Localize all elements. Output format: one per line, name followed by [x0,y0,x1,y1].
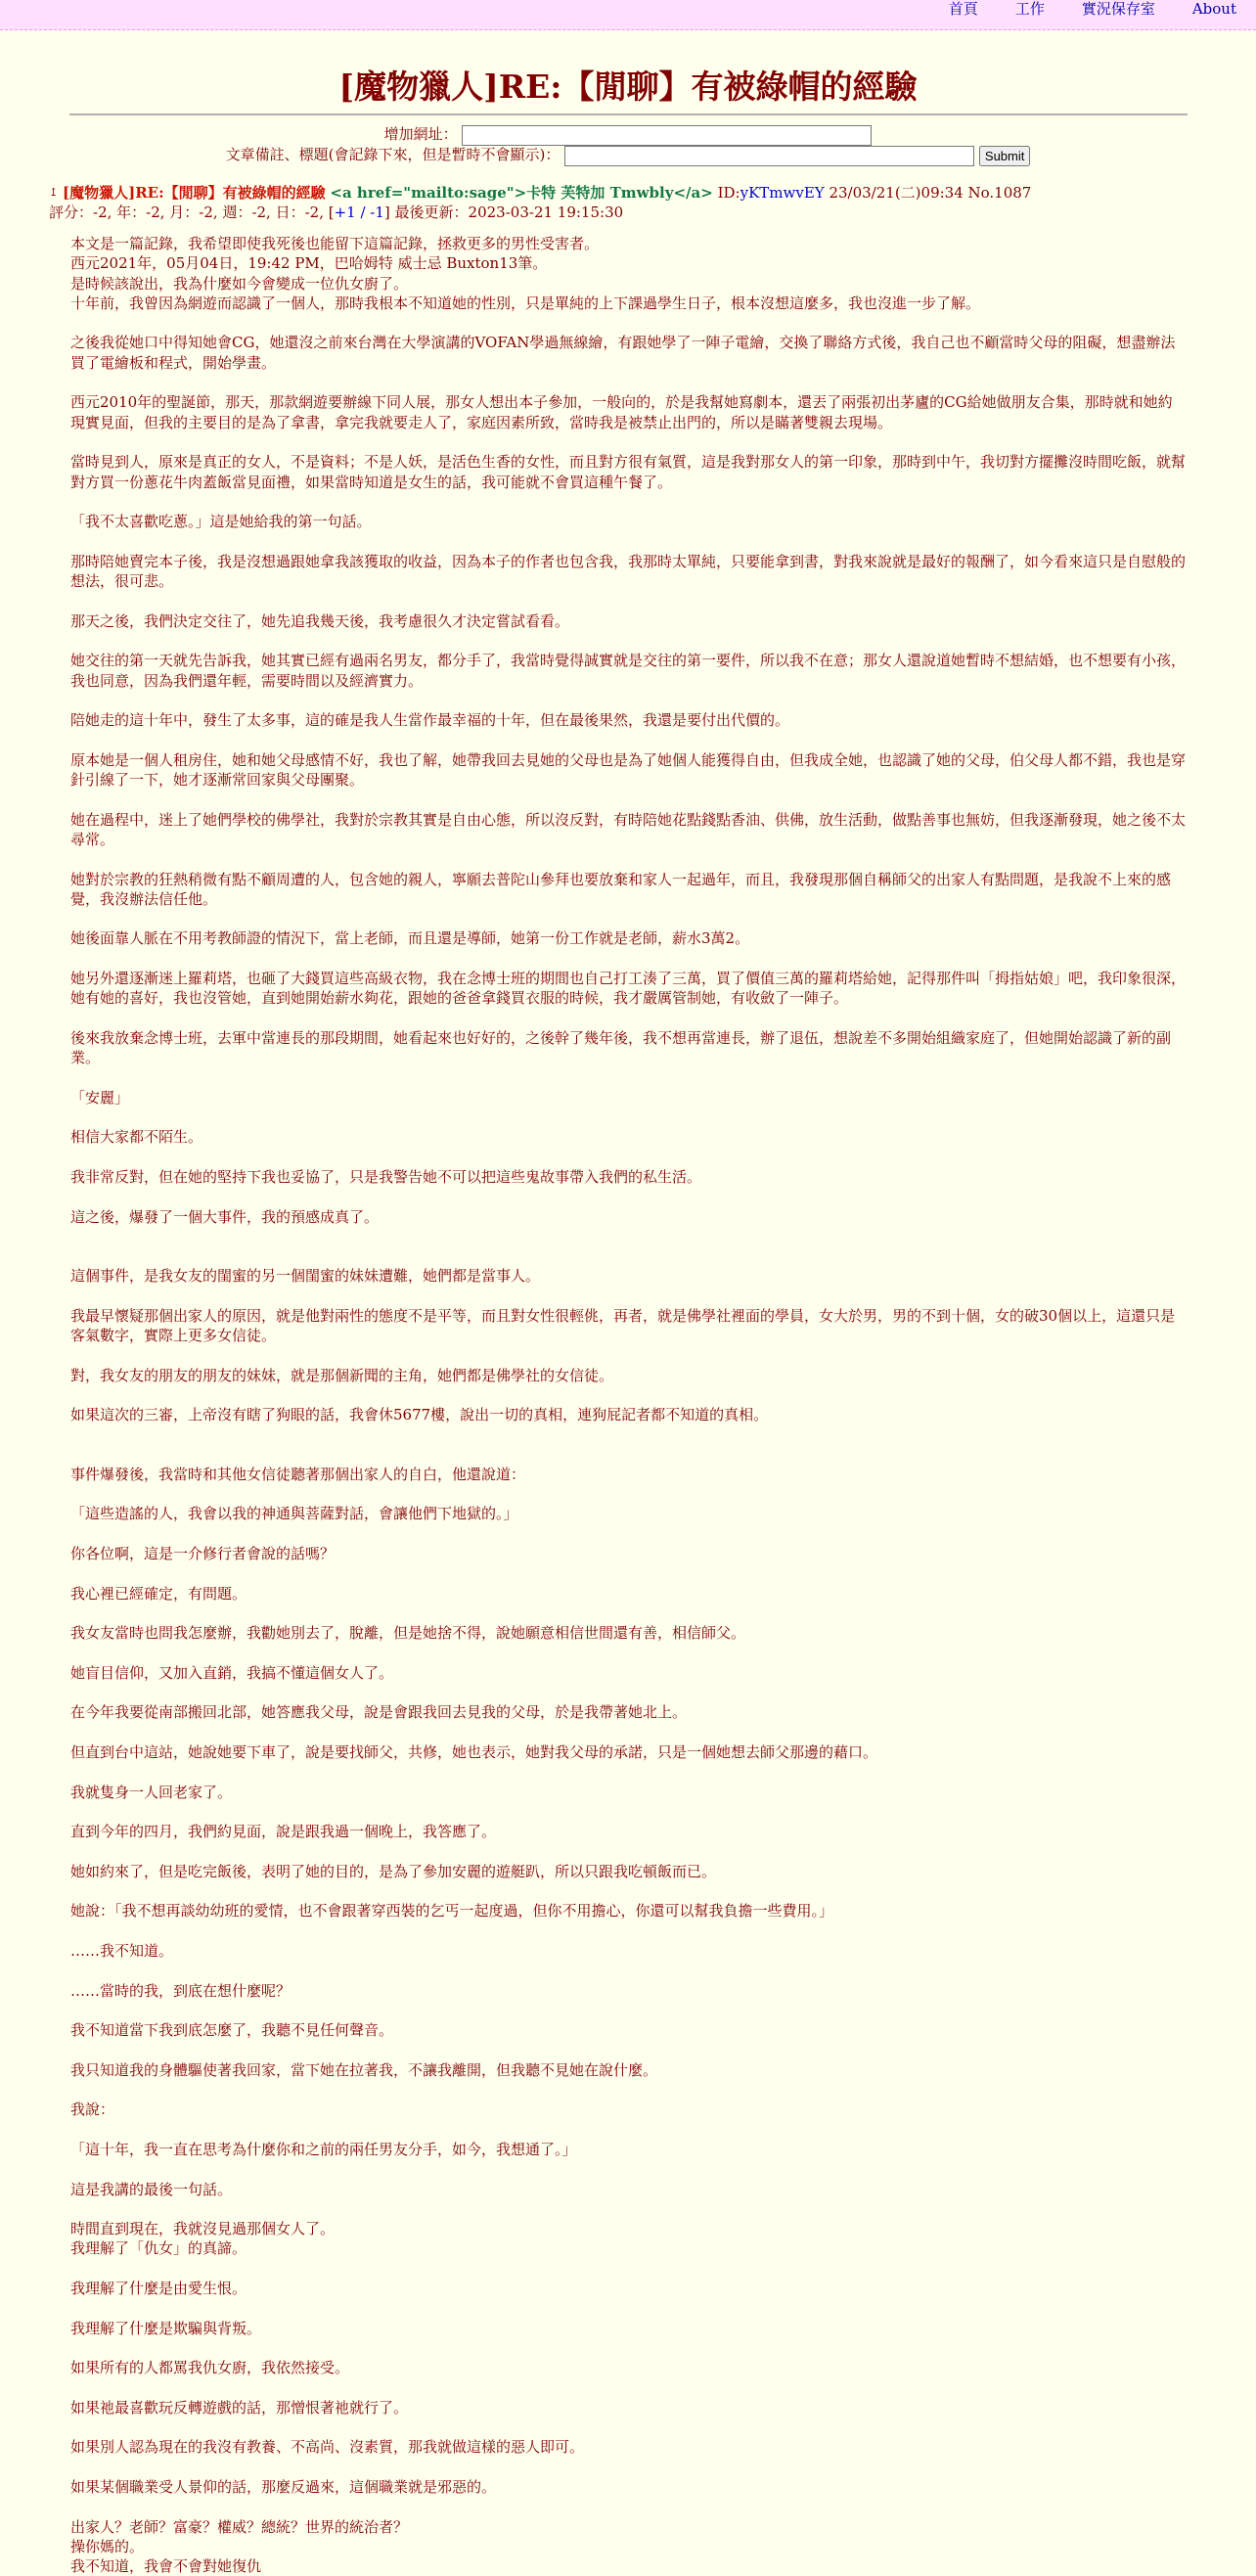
nav-about-link[interactable]: About [1191,0,1236,18]
post-paragraph: 如果別人認為現在的我沒有教養、不高尚、沒素質，那我就做這樣的惡人即可。 [70,2438,585,2457]
post-author[interactable]: <a href="mailto:sage">卡特 芙特加 Tmwbly</a> [330,184,713,202]
post-paragraph: 我女友當時也問我怎麼辦，我勸她別去了，脫離，但是她捨不得，說她願意相信世間還有善，相信師父。 [70,1624,746,1643]
post-id[interactable]: yKTmwvEY [740,184,825,202]
url-label: 增加網址： [383,125,458,143]
post-paragraph: 我就隻身一人回老家了。 [70,1783,233,1801]
post-paragraph: 在今年我要從南部搬回北部，她答應我父母，說是會跟我回去見我的父母，於是我帶著她北上。 [70,1703,688,1722]
score-prefix: 評分：-2, 年：-2, 月：-2, 週：-2, 日：-2, [ [49,203,335,221]
post-paragraph: 西元2010年的聖誕節，那天，那款網遊要辦線下同人展，那女人想出本子參加，一般向的，於是我幫她寫劇本，還丟了兩張初出茅廬的CG給她做朋友合集，那時就和她約現實見面，但我的主要目的是為了拿書，拿完我就要走人了，家庭因素所致，當時我是被禁止出門的，所以是瞞著雙親去現場。 [70,393,1173,431]
post-paragraph [70,1246,1186,1266]
post-datetime: 23/03/21(二)09:34 No.1087 [829,184,1032,202]
post-paragraph: 這之後，爆發了一個大事件，我的預感成真了。 [70,1207,380,1226]
post-paragraph: 對，我女友的朋友的朋友的妹妹，就是那個新聞的主角，她們都是佛學社的女信徒。 [70,1366,614,1384]
post-paragraph: 如果某個職業受人景仰的話，那麼反過來，這個職業就是邪惡的。 [70,2477,497,2496]
post-header [49,183,1256,203]
post-paragraph: 她盲目信仰，又加入直銷，我搞不懂這個女人了。 [70,1663,394,1682]
page-title: [魔物獵人]RE:【閒聊】有被綠帽的經驗 [338,68,918,106]
top-nav [0,0,1256,30]
submit-button[interactable]: Submit [979,146,1030,166]
post-paragraph: 直到今年的四月，我們約見面，說是跟我過一個晚上，我答應了。 [70,1823,497,1841]
post-paragraph: 我理解了什麼是欺騙與背叛。 [70,2319,262,2337]
post-paragraph: 相信大家都不陌生。 [70,1128,203,1147]
nav-archive-link[interactable]: 實況保存室 [1081,0,1155,18]
post-paragraph: 她如約來了，但是吃完飯後，表明了她的目的，是為了參加安麗的遊艇趴，所以只跟我吃頓飯而已。 [70,1862,717,1880]
post-paragraph: 我只知道我的身體驅使著我回家，當下她在拉著我，不讓我離開，但我聽不見她在說什麼。 [70,2060,658,2079]
post-paragraph: 你各位啊，這是一介修行者會說的話嗎？ [70,1545,336,1562]
post-paragraph: 時間直到現在，我就沒見過那個女人了。 我理解了「仇女」的真諦。 [70,2220,336,2258]
post-paragraph: 之後我從她口中得知她會CG，她還沒之前來台灣在大學演講的VOFAN學過無線繪，有跟她學了一陣子電繪，交換了聯絡方式後，我自己也不顧當時父母的阻礙，想盡辦法買了電繪板和程式，開始學畫。 [70,334,1176,372]
post-paragraph: 出家人？老師？富豪？權威？總統？世界的統治者？ 操你媽的。 我不知道，我會不會對她復仇 [70,2517,409,2576]
score-suffix: ] 最後更新：2023-03-21 19:15:30 [383,203,624,221]
vote-links[interactable]: +1 / -1 [334,203,384,221]
post-id-prefix: ID: [717,184,740,202]
post-paragraph: 我理解了什麼是由愛生恨。 [70,2279,247,2297]
post-paragraph: 我說： [70,2101,115,2119]
post-paragraph: 「安麗」 [70,1088,130,1107]
bookmark-form [0,124,1256,165]
post-paragraph: 原本她是一個人租房住，她和她父母感情不好，我也了解，她帶我回去見她的父母也是為了她個人能獲得自由，但我成全她，也認識了她的父母，伯父母人都不錯，我也是穿針引線了一下，她才逐漸常回家與父母團聚。 [70,750,1187,790]
post-paragraph: ……我不知道。 [70,1941,174,1960]
post-paragraph: 我不知道當下我到底怎麼了，我聽不見任何聲音。 [70,2021,394,2040]
divider [69,113,1188,115]
post-paragraph: 她在過程中，迷上了她們學校的佛學社，我對於宗教其實是自由心態，所以沒反對，有時陪她花點錢點香油、供佛，放生活動，做點善事也無妨，但我逐漸發現，她之後不太尋常。 [70,810,1187,848]
post-paragraph: 她說：「我不想再談幼幼班的愛情，也不會跟著穿西裝的乞丐一起度過，但你不用擔心，你還可以幫我負擔一些費用。」 [70,1902,834,1921]
post-paragraph: 後來我放棄念博士班，去軍中當連長的那段期間，她看起來也好好的，之後幹了幾年後，我不想再當連長，辦了退伍，想說差不多開始組織家庭了，但她開始認識了新的副業。 [70,1028,1172,1067]
post-paragraph: 如果這次的三審，上帝沒有瞎了狗眼的話，我會休5677樓，說出一切的真相，連狗屁記者都不知道的真相。 [70,1406,769,1424]
post-paragraph: 這個事件，是我女友的閨蜜的另一個閨蜜的妹妹遭難，她們都是當事人。 [70,1267,541,1286]
post-paragraph: 但直到台中這站，她說她要下車了，說是要找師父，共修，她也表示，她對我父母的承諾，只是一個她想去師父那邊的藉口。 [70,1742,878,1761]
post-paragraph: 她後面靠人脈在不用考教師證的情況下，當上老師，而且還是導師，她第一份工作就是老師，薪水3萬2。 [70,929,750,948]
post-paragraph: ……當時的我，到底在想什麼呢？ [70,1981,292,2000]
url-input[interactable] [462,125,872,146]
post-paragraph: 我非常反對，但在她的堅持下我也妥協了，只是我警告她不可以把這些鬼故事帶入我們的私生活。 [70,1167,702,1186]
post-paragraph: 事件爆發後，我當時和其他女信徒聽著那個出家人的自白，他還說道： [70,1465,526,1483]
post-paragraph: 她另外還逐漸迷上羅莉塔，也砸了大錢買這些高級衣物，我在念博士班的期間也自己打工湊了三萬，買了價值三萬的羅莉塔給她，記得那件叫「拇指姑娘」吧，我印象很深，她有她的喜好，我也沒管她，直到她開始薪水夠花，跟她的爸爸拿錢買衣服的時候，我才嚴厲管制她，有收斂了一陣子。 [70,969,1187,1008]
post-paragraph: 那天之後，我們決定交往了，她先追我幾天後，我考慮很久才決定嘗試看看。 [70,611,570,630]
post-paragraph: 她交往的第一天就先告訴我，她其實已經有過兩名男友，都分手了，我當時覺得誠實就是交往的第一要件，所以我不在意；那女人還說道她暫時不想結婚，也不想要有小孩，我也同意，因為我們還年輕，需要時間以及經濟實力。 [70,652,1187,690]
post-paragraph: 如果所有的人都罵我仇女廚，我依然接受。 [70,2359,350,2377]
post-body [70,234,1186,2576]
post-paragraph: 「這些造謠的人，我會以我的神通與菩薩對話，會讓他們下地獄的。」 [70,1505,518,1523]
post-paragraph: 當時見到人，原來是真正的女人，不是資料；不是人妖，是活色生香的女性，而且對方很有氣質，這是我對那女人的第一印象，那時到中午，我切對方擺攤沒時間吃飯，就幫對方買一份蔥花牛肉蓋飯當見面禮，如果當時知道是女生的話，我可能就不會買這種午餐了。 [70,453,1187,491]
nav-jobs-link[interactable]: 工作 [1014,0,1045,18]
post-paragraph: 她對於宗教的狂熱稍微有點不顧周遭的人，包含她的親人，寧願去普陀山參拜也要放棄和家人一起過年，而且，我發現那個自稱師父的出家人有點問題，是我說不上來的感覺，我沒辦法信任他。 [70,870,1172,908]
post-paragraph: 「這十年，我一直在思考為什麼你和之前的兩任男友分手，如今，我想通了。」 [70,2140,577,2158]
post-paragraph: 陪她走的這十年中，發生了太多事，這的確是我人生當作最幸福的十年，但在最後果然，我還是要付出代價的。 [70,711,790,730]
post-meta [49,203,1256,222]
post-paragraph: 「我不太喜歡吃蔥。」這是她給我的第一句話。 [70,513,372,531]
post-paragraph: 如果祂最喜歡玩反轉遊戲的話，那憎恨著祂就行了。 [70,2398,409,2417]
nav-home-link[interactable]: 首頁 [948,0,978,18]
reply-arrow-icon[interactable]: ↥ [49,186,59,199]
post-paragraph: 本文是一篇記錄，我希望即使我死後也能留下這篇記錄，拯救更多的男性受害者。 西元2021年，05月04日，19:42 PM，巴哈姆特 威士忌 Buxton13筆。 是時候該說出，我為什麼如今會變成一位仇女廚了。 十年前，我曾因為網遊而認識了一個人，那時我根本不知道她的性別，只是單純的上下課過學生日子，根本沒想這麼多，我也沒進一步了解。 [70,235,981,312]
post-paragraph [70,1445,1186,1465]
post-paragraph: 我最早懷疑那個出家人的原因，就是他對兩性的態度不是平等，而且對女性很輕佻，再者，就是佛學社裡面的學員，女大於男，男的不到十個，女的破30個以上，這還只是客氣數字，實際上更多女信徒。 [70,1306,1176,1345]
note-label: 文章備註、標題(會記錄下來，但是暫時不會顯示)： [225,146,561,163]
post-paragraph: 我心裡已經確定，有問題。 [70,1584,247,1603]
post-paragraph: 這是我講的最後一句話。 [70,2180,233,2198]
post-title: [魔物獵人]RE:【閒聊】有被綠帽的經驗 [63,184,326,202]
post-paragraph: 那時陪她賣完本子後，我是沒想過跟她拿我該獲取的收益，因為本子的作者也包含我，我那時太單純，只要能拿到書，對我來說就是最好的報酬了，如今看來這只是自慰般的想法，很可悲。 [70,552,1187,591]
note-input[interactable] [564,146,974,166]
